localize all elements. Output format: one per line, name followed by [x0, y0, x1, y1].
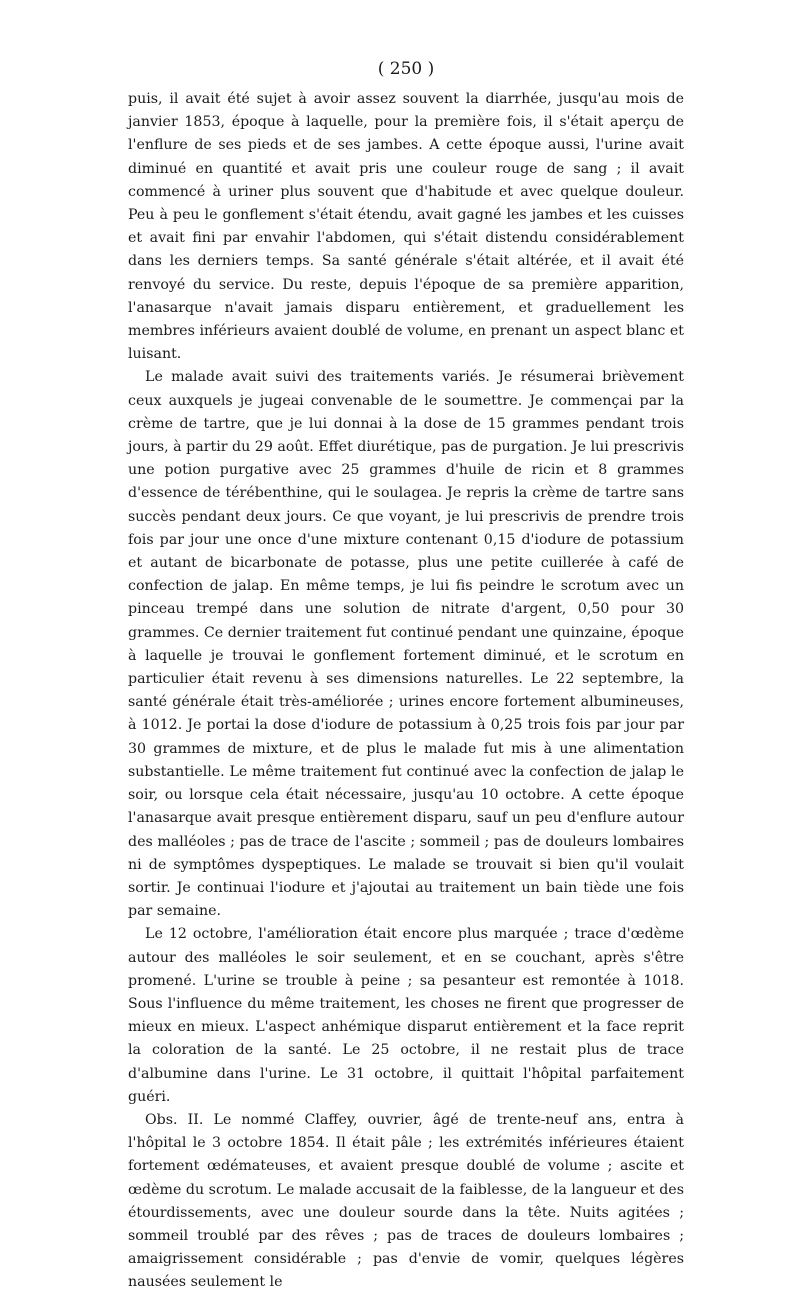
paragraph-treatments: Le malade avait suivi des traitements variés. Je résumerai brièvement ceux auxquels je jugeai convenable de le soumettre. Je commençai par la crème de tartre, que je lui donnai à la dose de 15 grammes pendant trois jours, à partir du 29 août. Effet diurétique, pas de purgation. Je lui prescrivis une potion purgative avec 25 grammes d'huile de ricin et 8 grammes d'essence de térébenthine, qui le soulagea. Je repris la crème de tartre sans succès pendant deux jours. Ce que voyant, je lui prescrivis de prendre trois fois par jour une once d'une mixture contenant 0,15 d'iodure de potassium et autant de bicarbonate de potasse, plus une petite cuillerée à café de confection de jalap. En même temps, je lui fis peindre le scrotum avec un pinceau trempé dans une solution de nitrate d'argent, 0,50 pour 30 grammes. Ce dernier traitement fut continué pendant une quinzaine, époque à laquelle je trouvai le gonflement fortement diminué, et le scrotum en particulier était revenu à ses dimensions naturelles. Le 22 septembre, la santé générale était très-améliorée ; urines encore fortement albumineuses, à 1012. Je portai la dose d'iodure de potassium à 0,25 trois fois par jour par 30 grammes de mixture, et de plus le malade fut mis à une alimentation substantielle. Le même traitement fut continué avec la confection de jalap le soir, ou lorsque cela était nécessaire, jusqu'au 10 octobre. A cette époque l'anasarque avait presque entièrement disparu, sauf un peu d'enflure autour des malléoles ; pas de trace de l'ascite ; sommeil ; pas de douleurs lombaires ni de symptômes dyspeptiques. Le malade se trouvait si bien qu'il voulait sortir. Je continuai l'iodure et j'ajoutai au traitement un bain tiède une fois par semaine.: [128, 369, 684, 920]
body-text: [128, 88, 684, 1295]
paragraph-improvement: Le 12 octobre, l'amélioration était encore plus marquée ; trace d'œdème autour des malléoles le soir seulement, et en se couchant, après s'être promené. L'urine se trouble à peine ; sa pesanteur est remontée à 1018. Sous l'influence du même traitement, les choses ne firent que progresser de mieux en mieux. L'aspect anhémique disparut entièrement et la face reprit la coloration de la santé. Le 25 octobre, il ne restait plus de trace d'albumine dans l'urine. Le 31 octobre, il quittait l'hôpital parfaitement guéri.: [128, 926, 684, 1105]
paragraph-observation-2: Obs. II. Le nommé Claffey, ouvrier, âgé de trente-neuf ans, entra à l'hôpital le 3 octobre 1854. Il était pâle ; les extrémités inférieures étaient fortement œdémateuses, et avaient presque doublé de volume ; ascite et œdème du scrotum. Le malade accusait de la faiblesse, de la langueur et des étourdissements, avec une douleur sourde dans la tête. Nuits agitées ; sommeil troublé par des rêves ; pas de traces de douleurs lombaires ; amaigrissement considérable ; pas d'envie de vomir, quelques légères nausées seulement le: [128, 1111, 684, 1291]
book-page: [128, 56, 684, 1295]
page-number: ( 250 ): [377, 59, 435, 79]
paragraph-continuation: puis, il avait été sujet à avoir assez souvent la diarrhée, jusqu'au mois de janvier 1853, époque à laquelle, pour la première fois, il s'était aperçu de l'enflure de ses pieds et de ses jambes. A cette époque aussi, l'urine avait diminué en quantité et avait pris une couleur rouge de sang ; il avait commencé à uriner plus souvent que d'habitude et avec quelque douleur. Peu à peu le gonflement s'était étendu, avait gagné les jambes et les cuisses et avait fini par envahir l'abdomen, qui s'était distendu considérablement dans les derniers temps. Sa santé générale s'était altérée, et il avait été renvoyé du service. Du reste, depuis l'époque de sa première apparition, l'anasarque n'avait jamais disparu entièrement, et graduellement les membres inférieurs avaient doublé de volume, en prenant un aspect blanc et luisant.: [128, 91, 684, 363]
